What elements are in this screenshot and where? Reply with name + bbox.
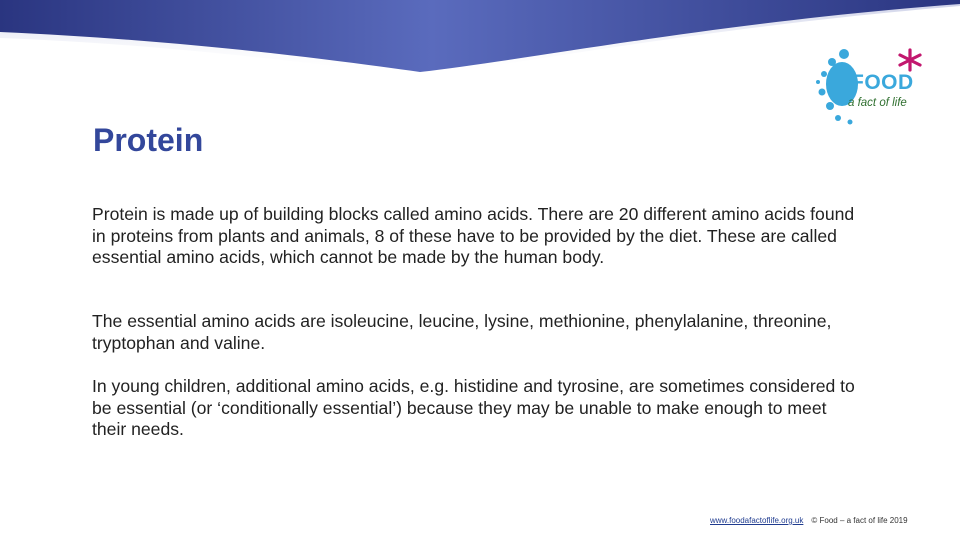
paragraph-essential-amino-acids: The essential amino acids are isoleucine, leucine, lysine, methionine, phenylalanine, threonine, tryptophan and valine. (92, 311, 832, 353)
paragraph-conditionally-essential: In young children, additional amino acids, e.g. histidine and tyrosine, are sometimes considered to be essential (or ‘conditionally essential’) because they may be unable to make enough to meet their needs. (92, 376, 855, 440)
paragraph-protein-intro: Protein is made up of building blocks called amino acids. There are 20 different amino acids found in proteins from plants and animals, 8 of these have to be provided by the diet. These are called essential amino acids, which cannot be made by the human body. (92, 204, 855, 268)
footer-copyright: © Food – a fact of life 2019 (811, 516, 908, 525)
footer-website-link[interactable]: www.foodafactoflife.org.uk (710, 516, 804, 525)
slide-title: Protein (93, 122, 204, 158)
logo-wordmark: FOOD (851, 71, 914, 94)
footer (710, 516, 908, 525)
logo-tagline: a fact of life (848, 97, 907, 109)
